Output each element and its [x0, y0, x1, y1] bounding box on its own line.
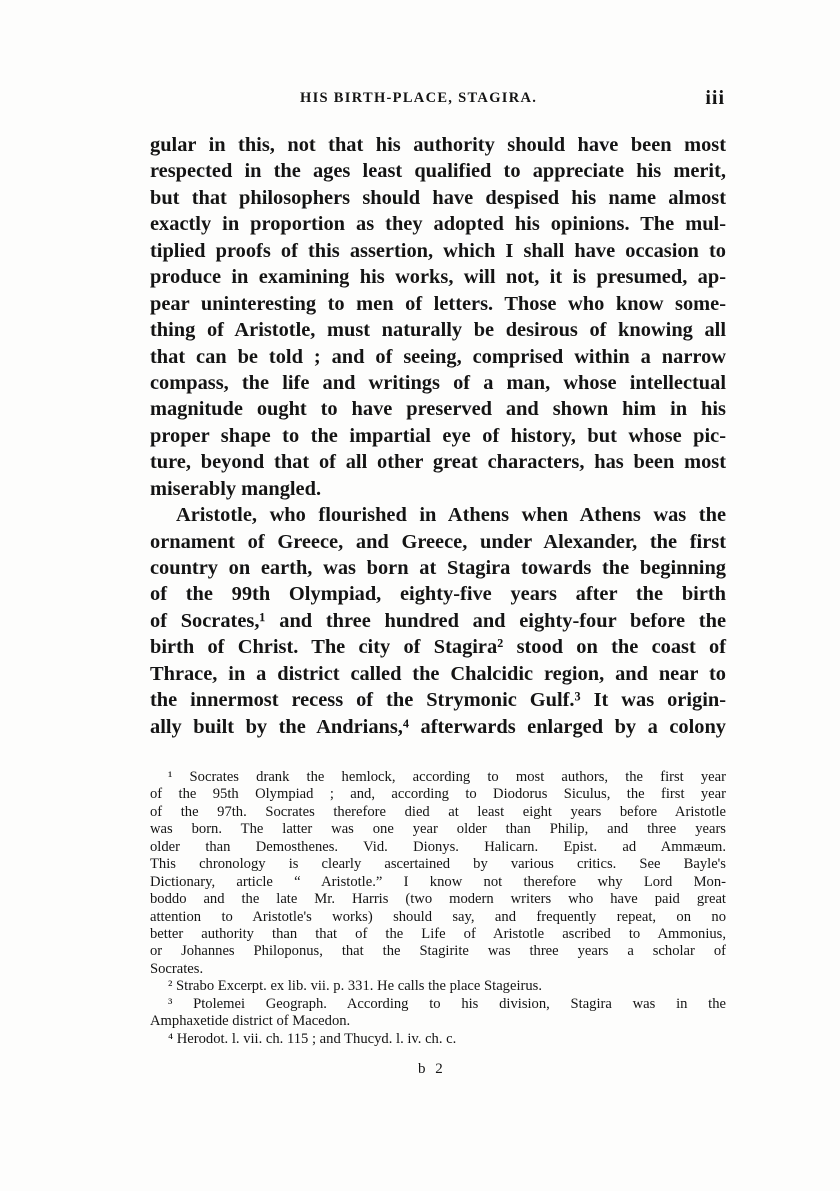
- signature-mark: b 2: [418, 1061, 446, 1077]
- body-line: tiplied proofs of this assertion, which I shall have occasion to: [150, 239, 726, 262]
- body-line: respected in the ages least qualified to appreciate his merit,: [150, 160, 726, 183]
- body-line: ture, beyond that of all other great characters, has been most: [150, 451, 726, 474]
- footnote-line: ⁴ Herodot. l. vii. ch. 115 ; and Thucyd. l. iv. ch. c.: [168, 1030, 457, 1047]
- footnote-line: better authority than that of the Life of Aristotle ascribed to Ammonius,: [150, 925, 726, 942]
- footnote-line: boddo and the late Mr. Harris (two modern writers who have paid great: [150, 891, 726, 908]
- footnote-line: This chronology is clearly ascertained by various critics. See Bayle's: [150, 856, 726, 873]
- body-text: [150, 132, 726, 740]
- footnote-line: older than Demosthenes. Vid. Dionys. Halicarn. Epist. ad Ammæum.: [150, 838, 726, 855]
- footnote-line: ² Strabo Excerpt. ex lib. vii. p. 331. He calls the place Stageirus.: [168, 978, 542, 995]
- footnote-line: Dictionary, article “ Aristotle.” I know not therefore why Lord Mon-: [150, 873, 726, 890]
- body-line: birth of Christ. The city of Stagira² stood on the coast of: [150, 636, 726, 659]
- footnote-line: Socrates.: [150, 960, 204, 977]
- footnotes: [150, 769, 726, 1048]
- footnote-line: Amphaxetide district of Macedon.: [150, 1013, 351, 1030]
- footnote-line: was born. The latter was one year older than Philip, and three years: [150, 821, 726, 838]
- body-line: miserably mangled.: [150, 477, 322, 500]
- footnote-line: ¹ Socrates drank the hemlock, according to most authors, the first year: [168, 769, 726, 785]
- body-line: Thrace, in a district called the Chalcidic region, and near to: [150, 662, 726, 685]
- body-line: produce in examining his works, will not, it is presumed, ap-: [150, 266, 726, 289]
- body-line: compass, the life and writings of a man, whose intellectual: [150, 371, 726, 394]
- body-line: of Socrates,¹ and three hundred and eighty-four before the: [150, 609, 726, 632]
- body-line: thing of Aristotle, must naturally be desirous of knowing all: [150, 319, 726, 342]
- footnote-line: of the 95th Olympiad ; and, according to Diodorus Siculus, the first year: [150, 786, 726, 803]
- footnote-line: of the 97th. Socrates therefore died at least eight years before Aristotle: [150, 803, 726, 820]
- running-head: [150, 87, 725, 112]
- running-title: HIS BIRTH-PLACE, STAGIRA.: [300, 90, 538, 106]
- body-line: magnitude ought to have preserved and shown him in his: [150, 398, 726, 421]
- body-line: country on earth, was born at Stagira towards the beginning: [150, 557, 726, 579]
- body-line: gular in this, not that his authority should have been most: [150, 134, 726, 156]
- body-line: ally built by the Andrians,⁴ afterwards enlarged by a colony: [150, 715, 726, 738]
- body-line: but that philosophers should have despised his name almost: [150, 186, 726, 209]
- body-line: that can be told ; and of seeing, comprised within a narrow: [150, 345, 726, 368]
- footnote-line: attention to Aristotle's works) should say, and frequently repeat, on no: [150, 908, 726, 925]
- body-line: pear uninteresting to men of letters. Those who know some-: [150, 292, 726, 315]
- body-line: Aristotle, who flourished in Athens when Athens was the: [176, 504, 726, 527]
- body-line: of the 99th Olympiad, eighty-five years after the birth: [150, 583, 726, 606]
- body-line: ornament of Greece, and Greece, under Alexander, the first: [150, 530, 726, 553]
- footnote-line: ³ Ptolemei Geograph. According to his division, Stagira was in the: [168, 995, 726, 1012]
- body-line: proper shape to the impartial eye of history, but whose pic-: [150, 424, 726, 447]
- page-number: iii: [705, 87, 725, 109]
- body-line: exactly in proportion as they adopted his opinions. The mul-: [150, 213, 726, 236]
- body-line: the innermost recess of the Strymonic Gulf.³ It was origin-: [150, 689, 726, 712]
- footnote-line: or Johannes Philoponus, that the Stagirite was three years a scholar of: [150, 943, 726, 960]
